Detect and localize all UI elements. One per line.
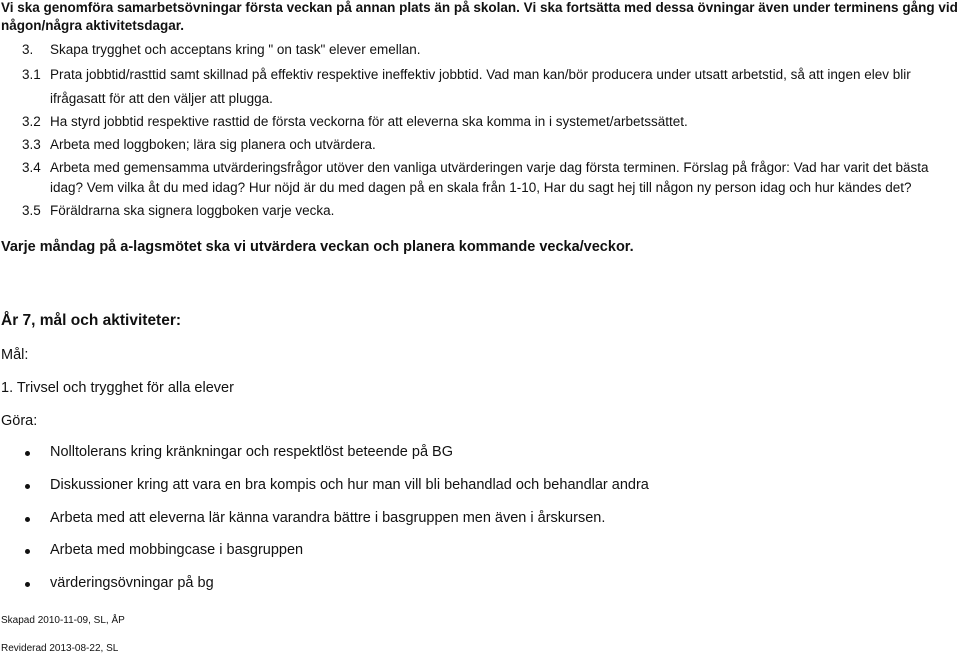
- footer-created: Skapad 2010-11-09, SL, ÅP: [1, 615, 125, 626]
- item-text-continuation: ifrågasatt för att den väljer att plugga.: [50, 91, 273, 106]
- list-item-text: värderingsövningar på bg: [50, 575, 214, 591]
- section-heading: År 7, mål och aktiviteter:: [1, 312, 182, 329]
- item-number: 3.2: [22, 114, 41, 129]
- goal-line: 1. Trivsel och trygghet för alla elever: [1, 380, 234, 396]
- item-text-continuation: idag? Vem vilka åt du med idag? Hur nöjd är du med dagen på en skala från 1-10, Har du sagt hej till någon ny person idag och hur kändes det?: [50, 180, 912, 195]
- item-text: Prata jobbtid/rasttid samt skillnad på effektiv respektive ineffektiv jobbtid. Vad man kan/bör producera under utsatt arbetstid, så att ingen elev blir: [50, 67, 911, 82]
- list-item-text: Diskussioner kring att vara en bra kompis och hur man vill bli behandlad och behandlar andra: [50, 477, 649, 493]
- item-text: Arbeta med loggboken; lära sig planera och utvärdera.: [50, 137, 376, 152]
- item-number: 3.4: [22, 160, 41, 175]
- item-number: 3.1: [22, 67, 41, 82]
- item-number: 3.5: [22, 203, 41, 218]
- intro-line-1: Vi ska genomföra samarbetsövningar första veckan på annan plats än på skolan. Vi ska fortsätta med dessa övningar även under terminens gång vid: [1, 0, 958, 15]
- bullet-icon: [25, 549, 30, 554]
- mal-label: Mål:: [1, 347, 29, 363]
- bullet-icon: [25, 484, 30, 489]
- list-item-text: Nolltolerans kring kränkningar och respektlöst beteende på BG: [50, 444, 454, 460]
- item-text: Skapa trygghet och acceptans kring " on task" elever emellan.: [50, 42, 421, 57]
- item-text: Ha styrd jobbtid respektive rasttid de första veckorna för att eleverna ska komma in i systemet/arbetssättet.: [50, 114, 688, 129]
- bullet-icon: [25, 517, 30, 522]
- item-text: Arbeta med gemensamma utvärderingsfrågor utöver den vanliga utvärderingen varje dag första terminen. Förslag på frågor: Vad har varit det bästa: [50, 160, 929, 175]
- list-item-text: Arbeta med att eleverna lär känna varandra bättre i basgruppen men även i årskursen.: [50, 510, 606, 526]
- monday-note: Varje måndag på a-lagsmötet ska vi utvärdera veckan och planera kommande vecka/veckor.: [1, 239, 634, 255]
- item-number: 3.: [22, 42, 34, 57]
- bullet-icon: [25, 582, 30, 587]
- item-number: 3.3: [22, 137, 41, 152]
- item-text: Föräldrarna ska signera loggboken varje vecka.: [50, 203, 335, 218]
- footer-revised: Reviderad 2013-08-22, SL: [1, 643, 119, 654]
- intro-line-2: någon/några aktivitetsdagar.: [1, 18, 185, 33]
- list-item-text: Arbeta med mobbingcase i basgruppen: [50, 542, 304, 558]
- gora-label: Göra:: [1, 413, 38, 429]
- bullet-icon: [25, 451, 30, 456]
